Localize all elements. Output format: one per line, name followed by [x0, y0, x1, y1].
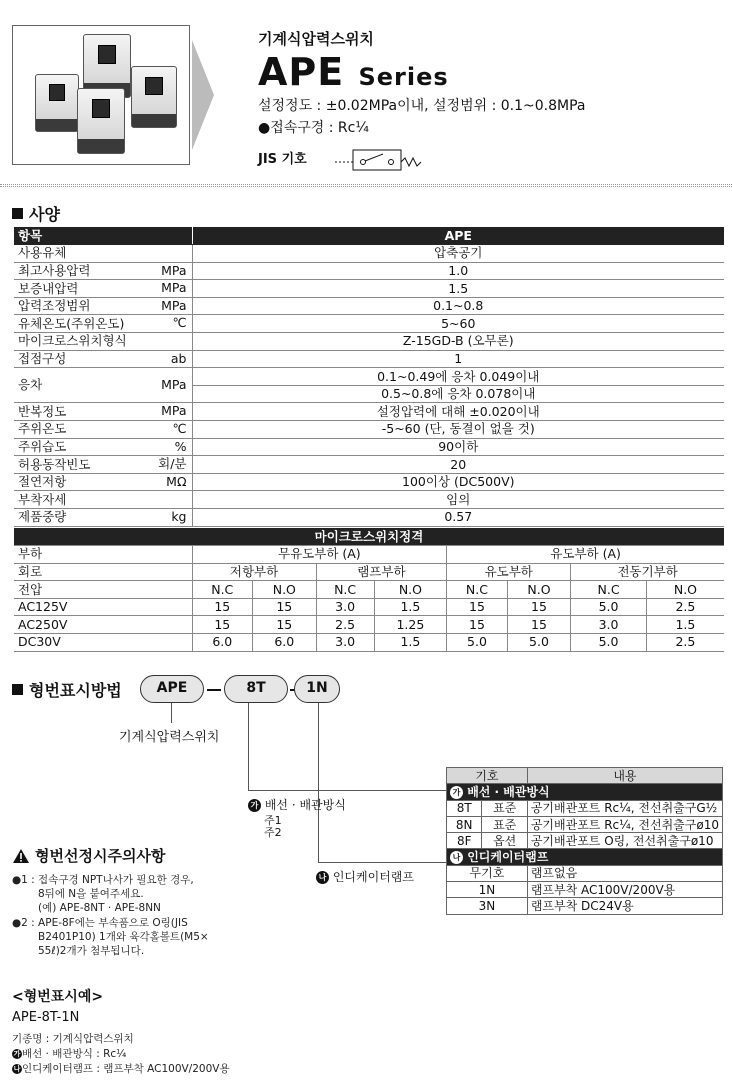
- series-main: APE: [258, 50, 345, 94]
- device-image: [131, 66, 177, 128]
- row-unit: MPa: [161, 262, 187, 278]
- product-kind: 기계식압력스위치: [258, 30, 374, 48]
- caution-line: ●2 : APE-8F에는 부속품으로 O링(JIS: [12, 917, 188, 929]
- row-value: 0.5~0.8에 응차 0.078이내: [192, 385, 724, 403]
- caution-line: 55ℓ)2개가 첨부됩니다.: [38, 945, 145, 957]
- row-label: 절연저항: [18, 474, 67, 490]
- row-value: 1.5: [192, 280, 724, 298]
- contact-cell: N.O: [374, 581, 447, 599]
- value-cell: 3.0: [571, 616, 647, 634]
- row-label: 압력조정범위: [18, 298, 91, 314]
- device-image: [77, 88, 125, 154]
- row-value: 90이하: [192, 438, 724, 456]
- row-unit: MPa: [161, 403, 187, 419]
- row-unit: MΩ: [166, 473, 187, 489]
- code-table: [446, 767, 723, 915]
- table-row: [14, 421, 724, 439]
- code-cell: 무기호: [447, 865, 528, 881]
- value-cell: 15: [253, 616, 317, 634]
- row-value: 임의: [192, 491, 724, 509]
- circuit-cell: 저항부하: [192, 563, 316, 581]
- badge-ga-icon: 가: [13, 1050, 21, 1058]
- table-row: [14, 616, 724, 634]
- value-cell: 5.0: [507, 634, 571, 652]
- row-label: 보증내압력: [18, 280, 79, 296]
- table-row: [14, 403, 724, 421]
- table-row: [14, 473, 724, 491]
- table-row: [447, 816, 723, 832]
- content-cell: 램프없음: [527, 865, 722, 881]
- row-value: 20: [192, 456, 724, 474]
- voltage-label: 전압: [14, 581, 192, 599]
- value-cell: 6.0: [253, 634, 317, 652]
- load-label: 부하: [14, 546, 192, 564]
- table-row: [447, 865, 723, 881]
- chevron-arrow-icon: [192, 40, 214, 150]
- table-row: [14, 634, 724, 652]
- row-value: Z-15GD-B (오무론): [192, 333, 724, 351]
- content-cell: 공기배관포트 O링, 전선취출구ø10: [527, 833, 722, 849]
- row-unit: MPa: [161, 377, 187, 393]
- row-label: 부착자세: [18, 491, 67, 507]
- row-label: 유체온도(주위온도): [18, 315, 125, 331]
- table-row: [447, 898, 723, 914]
- device-image: [35, 74, 79, 132]
- value-cell: 15: [507, 598, 571, 616]
- note-ref: 주2: [264, 826, 282, 839]
- row-value: 1: [192, 350, 724, 368]
- row-unit: kg: [171, 509, 187, 524]
- table-row: [14, 598, 724, 616]
- value-cell: 2.5: [646, 634, 724, 652]
- row-label: 최고사용압력: [18, 262, 91, 278]
- badge-na-icon: 나: [450, 851, 463, 864]
- code-cell: 1N: [447, 882, 528, 898]
- feature-line: 설정정도 : ±0.02MPa이내, 설정범위 : 0.1~0.8MPa: [258, 98, 586, 114]
- row-label: 제품중량: [18, 509, 67, 525]
- value-cell: 1.5: [374, 634, 447, 652]
- header-cell: 기호: [447, 768, 528, 784]
- warning-icon: [12, 848, 30, 864]
- table-row: [14, 333, 724, 351]
- code-cell: 3N: [447, 898, 528, 914]
- kind-cell: 표준: [482, 816, 527, 832]
- badge-na-icon: 나: [13, 1065, 21, 1073]
- contact-cell: N.O: [253, 581, 317, 599]
- part-code-8t: 8T: [224, 675, 288, 703]
- table-row: [14, 280, 724, 298]
- content-cell: 공기배관포트 Rc¼, 전선취출구G½: [527, 800, 722, 816]
- header-cell: 내용: [527, 768, 722, 784]
- table-row: [14, 368, 724, 386]
- part-code-1n: 1N: [294, 675, 340, 703]
- row-label: 주위온도: [18, 421, 67, 437]
- spec-section-title: 사양: [12, 202, 60, 225]
- value-cell: 2.5: [316, 616, 374, 634]
- kind-cell: 표준: [482, 800, 527, 816]
- row-value: 압축공기: [192, 245, 724, 263]
- value-cell: 5.0: [571, 634, 647, 652]
- value-cell: 15: [507, 616, 571, 634]
- code-cell: 8F: [447, 833, 482, 849]
- caution-title: 형번선정시주의사항: [12, 845, 165, 866]
- contact-cell: N.C: [192, 581, 253, 599]
- rating-title: 마이크로스위치정격: [14, 528, 724, 546]
- content-cell: 공기배관포트 Rc¼, 전선취출구ø10: [527, 816, 722, 832]
- spec-table: [14, 227, 724, 527]
- table-row: [14, 350, 724, 368]
- table-header-row: [14, 528, 724, 546]
- row-label: 반복정도: [18, 403, 67, 419]
- caution-line: ●1 : 접속구경 NPT나사가 필요한 경우,: [12, 874, 194, 886]
- part-code-ape: APE: [140, 675, 204, 703]
- table-row: [14, 297, 724, 315]
- connector-line: [171, 703, 172, 723]
- table-row: [14, 456, 724, 474]
- square-bullet-icon: [12, 684, 23, 695]
- connector-line: [318, 703, 446, 863]
- badge-na-icon: 나: [316, 871, 329, 884]
- table-row: [14, 438, 724, 456]
- header-cell: APE: [192, 227, 724, 245]
- row-unit: ab: [170, 350, 187, 366]
- row-value: 0.1~0.49에 응차 0.049이내: [192, 368, 724, 386]
- voltage-cell: DC30V: [14, 634, 192, 652]
- value-cell: 15: [253, 598, 317, 616]
- circuit-cell: 전동기부하: [571, 563, 724, 581]
- row-unit: MPa: [161, 280, 187, 296]
- value-cell: 5.0: [447, 634, 508, 652]
- value-cell: 1.5: [646, 616, 724, 634]
- note-ref: 주1: [264, 814, 282, 827]
- table-row: [14, 509, 724, 527]
- example-code: APE-8T-1N: [12, 1010, 80, 1025]
- circuit-cell: 유도부하: [447, 563, 571, 581]
- caution-line: (예) APE-8NT · APE-8NN: [38, 902, 161, 914]
- section-row: [447, 784, 723, 800]
- row-label: 접점구성: [18, 350, 67, 366]
- row-unit: %: [174, 438, 187, 454]
- row-value: -5~60 (단, 동결이 없을 것): [192, 421, 724, 439]
- section-title: 가 배선 · 배관방식: [447, 784, 723, 800]
- voltage-cell: AC125V: [14, 598, 192, 616]
- table-row: [14, 563, 724, 581]
- caution-line: 8뒤에 N을 붙여주세요.: [38, 888, 144, 900]
- square-bullet-icon: [12, 208, 23, 219]
- table-row: [14, 546, 724, 564]
- ind-load-header: 유도부하 (A): [447, 546, 724, 564]
- section-row: [447, 849, 723, 865]
- rating-table: [14, 528, 724, 652]
- value-cell: 15: [192, 616, 253, 634]
- model-desc-kind: 기계식압력스위치: [119, 730, 220, 745]
- value-cell: 6.0: [192, 634, 253, 652]
- table-row: [14, 315, 724, 333]
- row-value: 설정압력에 대해 ±0.020이내: [192, 403, 724, 421]
- contact-cell: N.C: [316, 581, 374, 599]
- row-unit: ℃: [172, 421, 187, 437]
- contact-cell: N.C: [447, 581, 508, 599]
- jis-switch-symbol-icon: [335, 148, 425, 172]
- contact-cell: N.O: [507, 581, 571, 599]
- contact-cell: N.C: [571, 581, 647, 599]
- row-value: 5~60: [192, 315, 724, 333]
- code-cell: 8N: [447, 816, 482, 832]
- row-label: 주위습도: [18, 438, 67, 454]
- nonind-load-header: 무유도부하 (A): [192, 546, 447, 564]
- value-cell: 15: [447, 616, 508, 634]
- divider: [0, 184, 732, 187]
- header-cell: 항목: [14, 227, 192, 245]
- model-desc-lamp: 나 인디케이터램프: [316, 868, 414, 885]
- value-cell: 1.5: [374, 598, 447, 616]
- contact-cell: N.O: [646, 581, 724, 599]
- example-line: 가 배선 · 배관방식 : Rc¼: [13, 1048, 127, 1060]
- model-section-title: 형번표시방법: [12, 678, 122, 701]
- value-cell: 5.0: [571, 598, 647, 616]
- row-value: 0.1~0.8: [192, 297, 724, 315]
- table-row: [14, 262, 724, 280]
- row-unit: ℃: [172, 315, 187, 331]
- row-value: 0.57: [192, 509, 724, 527]
- table-row: [447, 833, 723, 849]
- example-title: <형번표시예>: [12, 989, 104, 1005]
- section-title: 나 인디케이터램프: [447, 849, 723, 865]
- series-sub: Series: [358, 63, 449, 91]
- badge-ga-icon: 가: [248, 799, 261, 812]
- value-cell: 15: [192, 598, 253, 616]
- row-label: 사용유체: [18, 245, 67, 261]
- value-cell: 1.25: [374, 616, 447, 634]
- example-line: 나 인디케이터램프 : 램프부착 AC100V/200V용: [13, 1063, 230, 1075]
- table-row: [14, 581, 724, 599]
- table-header-row: [14, 227, 724, 245]
- row-label: 마이크로스위치형식: [18, 333, 127, 349]
- badge-ga-icon: 가: [450, 786, 463, 799]
- row-unit: MPa: [161, 297, 187, 313]
- content-cell: 램프부착 DC24V용: [527, 898, 722, 914]
- dash-icon: [207, 689, 221, 691]
- table-row: [14, 491, 724, 509]
- table-row: [447, 800, 723, 816]
- circuit-label: 회로: [14, 563, 192, 581]
- kind-cell: 옵션: [482, 833, 527, 849]
- value-cell: 3.0: [316, 634, 374, 652]
- table-row: [447, 882, 723, 898]
- row-unit: 회/분: [158, 456, 187, 472]
- example-line: 기종명 : 기계식압력스위치: [12, 1033, 134, 1045]
- row-label: 허용동작빈도: [18, 456, 91, 472]
- code-cell: 8T: [447, 800, 482, 816]
- circuit-cell: 램프부하: [316, 563, 447, 581]
- jis-label: JIS 기호: [258, 152, 307, 167]
- row-label: 응차: [18, 377, 43, 393]
- row-value: 100이상 (DC500V): [192, 473, 724, 491]
- series-title: [258, 50, 449, 94]
- model-desc-wiring: 가 배선 · 배관방식: [248, 796, 346, 813]
- table-row: [14, 245, 724, 263]
- table-header-row: [447, 768, 723, 784]
- value-cell: 2.5: [646, 598, 724, 616]
- content-cell: 램프부착 AC100V/200V용: [527, 882, 722, 898]
- value-cell: 3.0: [316, 598, 374, 616]
- caution-line: B2401P10) 1개와 육각홀볼트(M5×: [38, 931, 209, 943]
- product-photo: [12, 25, 190, 165]
- row-value: 1.0: [192, 262, 724, 280]
- value-cell: 15: [447, 598, 508, 616]
- voltage-cell: AC250V: [14, 616, 192, 634]
- feature-line: ●접속구경 : Rc¼: [258, 120, 369, 136]
